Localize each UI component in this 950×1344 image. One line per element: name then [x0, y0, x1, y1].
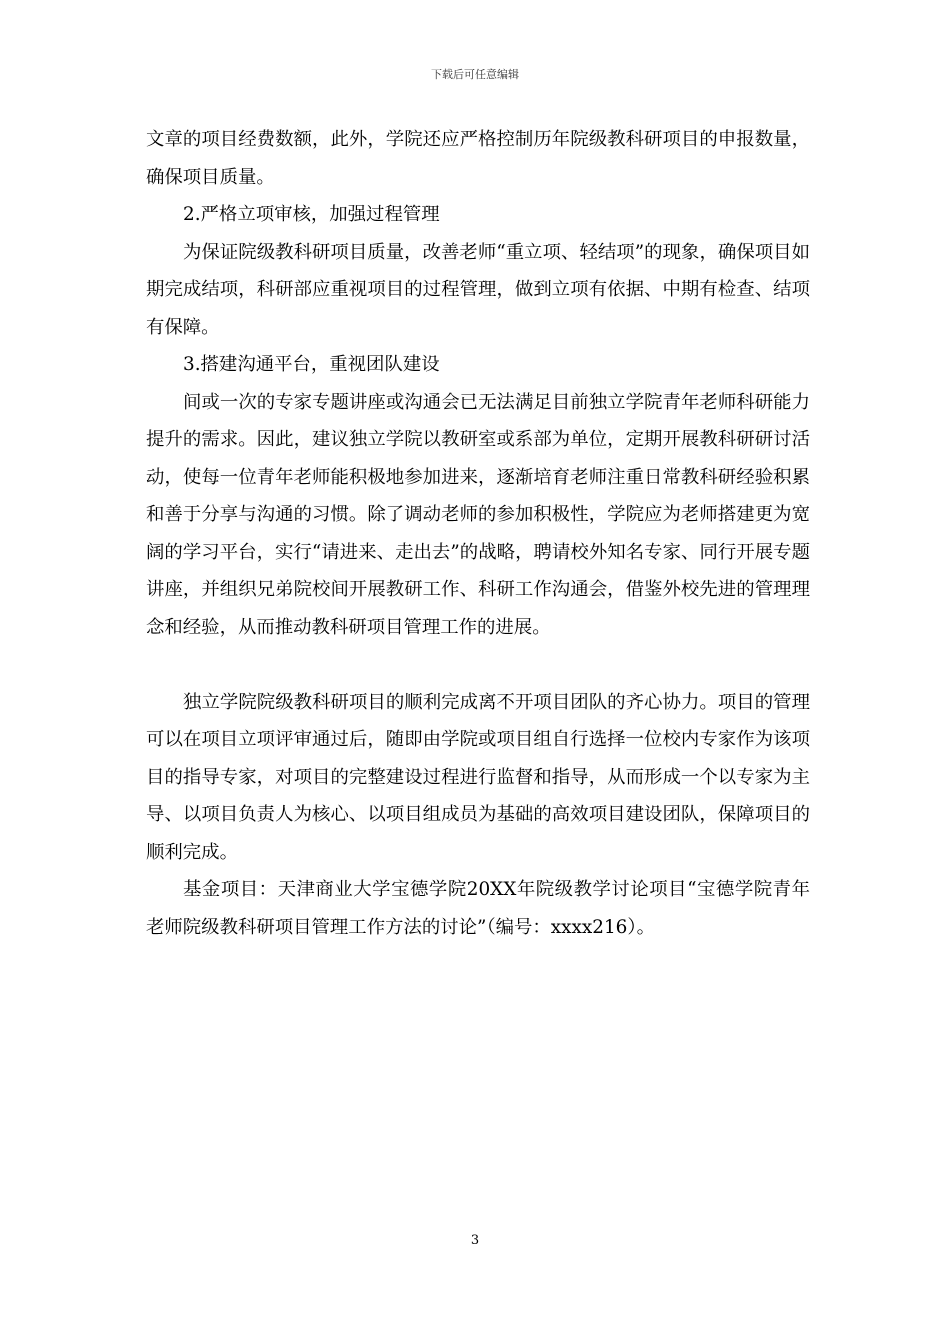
- page-header: 下载后可任意编辑: [431, 68, 519, 81]
- paragraph-team-building: 独立学院院级教科研项目的顺利完成离不开项目团队的齐心协力。项目的管理可以在项目立项评审通过后，随即由学院或项目组自行选择一位校内专家作为该项目的指导专家，对项目的完整建设过程进行监督和指导，从而形成一个以专家为主导、以项目负责人为核心、以项目组成员为基础的高效项目建设团队，保障项目的顺利完成。: [146, 691, 810, 863]
- section-heading-2: 2.严格立项审核，加强过程管理: [183, 204, 440, 225]
- paragraph-communication-platform: 间或一次的专家专题讲座或沟通会已无法满足目前独立学院青年老师科研能力提升的需求。因此，建议独立学院以教研室或系部为单位，定期开展教科研研讨活动，使每一位青年老师能积极地参加进来，逐渐培育老师注重日常教科研经验积累和善于分享与沟通的习惯。除了调动老师的参加积极性，学院应为老师搭建更为宽阔的学习平台，实行“请进来、走出去”的战略，聘请校外知名专家、同行开展专题讲座，并组织兄弟院校间开展教研工作、科研工作沟通会，借鉴外校先进的管理理念和经验，从而推动教科研项目管理工作的进展。: [146, 391, 810, 638]
- paragraph-process-management: 为保证院级教科研项目质量，改善老师“重立项、轻结项”的现象，确保项目如期完成结项，科研部应重视项目的过程管理，做到立项有依据、中期有检查、结项有保障。: [146, 241, 810, 338]
- section-heading-3: 3.搭建沟通平台，重视团队建设: [183, 354, 440, 375]
- paragraph-continued: 文章的项目经费数额，此外，学院还应严格控制历年院级教科研项目的申报数量，确保项目质量。: [146, 129, 810, 188]
- document-body: [146, 121, 810, 946]
- page-number: 3: [470, 1233, 480, 1248]
- paragraph-fund-project: 基金项目：天津商业大学宝德学院20XX年院级教学讨论项目“宝德学院青年老师院级教科研项目管理工作方法的讨论”（编号：xxxx216）。: [146, 879, 810, 938]
- paragraph-gap: [146, 646, 810, 684]
